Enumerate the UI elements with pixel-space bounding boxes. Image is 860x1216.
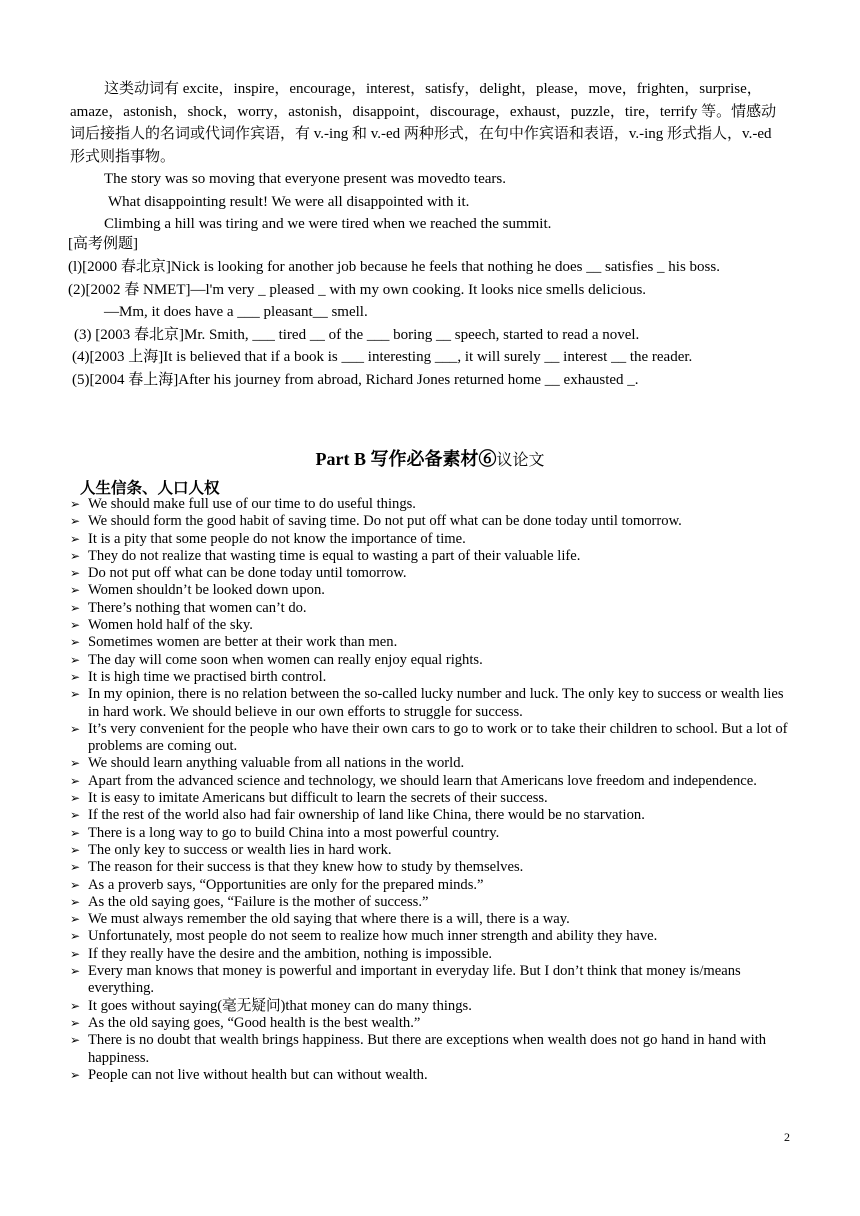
bullet-item: [70, 825, 792, 842]
bullet-item: [70, 1015, 792, 1032]
bullet-item: [70, 807, 792, 824]
part-b-title: Part B 写作必备素材⑥: [315, 449, 497, 469]
bullet-item: [70, 946, 792, 963]
bullet-text: As the old saying goes, “Good health is the best wealth.”: [88, 1014, 421, 1031]
intro-section: [70, 78, 790, 236]
arrow-bullet-icon: ➢: [70, 721, 81, 736]
bullet-text: If they really have the desire and the ambition, nothing is impossible.: [88, 945, 493, 962]
example-sentence: The story was so moving that everyone present was movedto tears.: [104, 171, 506, 187]
bullet-item: [70, 652, 792, 669]
part-b-subtitle: 议论文: [496, 452, 545, 469]
bullet-text: The reason for their success is that they knew how to study by themselves.: [88, 859, 524, 876]
bullet-text: Every man knows that money is powerful and important in everyday life. But I don’t think that money is/means everything.: [88, 963, 741, 997]
bullet-item: [70, 894, 792, 911]
bullet-text: We should make full use of our time to do useful things.: [88, 496, 416, 512]
bullet-list: [70, 496, 792, 1084]
arrow-bullet-icon: ➢: [70, 531, 81, 546]
page-number: 2: [784, 1130, 790, 1144]
arrow-bullet-icon: ➢: [70, 946, 81, 961]
bullet-item: [70, 755, 792, 772]
bullet-item: [70, 513, 792, 530]
arrow-bullet-icon: ➢: [70, 998, 81, 1013]
arrow-bullet-icon: ➢: [70, 877, 81, 892]
arrow-bullet-icon: ➢: [70, 635, 81, 650]
arrow-bullet-icon: ➢: [70, 618, 81, 633]
bullet-text: Women hold half of the sky.: [88, 617, 253, 634]
bullet-text: It’s very convenient for the people who have their own cars to go to work or to take their children to school. But a lot of problems are coming out.: [88, 720, 788, 755]
arrow-bullet-icon: ➢: [70, 687, 81, 702]
arrow-bullet-icon: ➢: [70, 1067, 81, 1082]
arrow-bullet-icon: ➢: [70, 669, 81, 684]
bullet-item: [70, 496, 792, 513]
bullet-item: [70, 1032, 792, 1067]
bullet-item: [70, 790, 792, 807]
gaokao-questions: [68, 256, 798, 391]
bullet-item: [70, 998, 792, 1015]
part-b-heading: [0, 447, 860, 473]
bullet-item: [70, 859, 792, 876]
bullet-text: Sometimes women are better at their work than men.: [88, 634, 398, 651]
bullet-text: As a proverb says, “Opportunities are only for the prepared minds.”: [88, 876, 484, 893]
example-sentence: What disappointing result! We were all disappointed with it.: [108, 193, 470, 210]
bullet-item: [70, 877, 792, 894]
arrow-bullet-icon: ➢: [70, 929, 81, 944]
arrow-bullet-icon: ➢: [70, 791, 81, 806]
intro-paragraph: 这类动词有 excite，inspire，encourage，interest，satisfy，delight，please，move，frighten，surprise，amaze，astonish，shock，worry，astonish，disappoint，discourage，exhaust，puzzle，tire，terrify 等。情感动词后接指人的名词或代词作宾语，有 v.-ing 和 v.-ed 两种形式，在句中作宾语和表语，v.-ing 形式指人，v.-ed 形式则指事物。: [70, 81, 777, 165]
bullet-item: [70, 617, 792, 634]
question-item: (3) [2003 春北京]Mr. Smith, ___ tired __ of the ___ boring __ speech, started to read a novel.: [74, 326, 640, 343]
bullet-text: It goes without saying(毫无疑问)that money can do many things.: [88, 997, 472, 1014]
bullet-item: [70, 773, 792, 790]
bullet-item: [70, 634, 792, 651]
arrow-bullet-icon: ➢: [70, 860, 81, 875]
question-item: —Mm, it does have a ___ pleasant__ smell.: [104, 304, 368, 320]
bullet-text: People can not live without health but can without wealth.: [88, 1066, 428, 1083]
bullet-text: In my opinion, there is no relation between the so-called lucky number and luck. The only key to success or wealth lies in hard work. We should believe in our own efforts to struggle for success.: [88, 686, 784, 720]
bullet-text: Apart from the advanced science and technology, we should learn that Americans love freedom and independence.: [88, 772, 757, 789]
bullet-item: [70, 721, 792, 756]
arrow-bullet-icon: ➢: [70, 497, 81, 511]
example-sentence: Climbing a hill was tiring and we were tired when we reached the summit.: [104, 216, 552, 232]
question-item: (2)[2002 春 NMET]—l'm very _ pleased _ with my own cooking. It looks nice smells delicious.: [68, 281, 647, 298]
bullet-text: It is high time we practised birth control.: [88, 668, 327, 685]
bullet-text: There’s nothing that women can’t do.: [88, 599, 307, 616]
arrow-bullet-icon: ➢: [70, 1015, 81, 1030]
bullet-text: We must always remember the old saying that where there is a will, there is a way.: [88, 911, 570, 928]
bullet-text: There is a long way to go to build China into a most powerful country.: [88, 824, 500, 841]
question-item: (l)[2000 春北京]Nick is looking for another job because he feels that nothing he does __ satisfies _ his boss.: [68, 259, 720, 275]
arrow-bullet-icon: ➢: [70, 1033, 81, 1048]
arrow-bullet-icon: ➢: [70, 773, 81, 788]
bullet-text: Unfortunately, most people do not seem to realize how much inner strength and ability they have.: [88, 928, 658, 945]
bullet-item: [70, 963, 792, 998]
arrow-bullet-icon: ➢: [70, 756, 81, 771]
arrow-bullet-icon: ➢: [70, 912, 81, 927]
arrow-bullet-icon: ➢: [70, 964, 81, 979]
arrow-bullet-icon: ➢: [70, 825, 81, 840]
bullet-item: [70, 582, 792, 599]
bullet-text: The only key to success or wealth lies in hard work.: [88, 841, 392, 858]
arrow-bullet-icon: ➢: [70, 894, 81, 909]
bullet-item: [70, 669, 792, 686]
arrow-bullet-icon: ➢: [70, 583, 81, 598]
arrow-bullet-icon: ➢: [70, 600, 81, 615]
bullet-item: [70, 565, 792, 582]
arrow-bullet-icon: ➢: [70, 808, 81, 823]
bullet-item: [70, 911, 792, 928]
arrow-bullet-icon: ➢: [70, 652, 81, 667]
bullet-text: We should form the good habit of saving time. Do not put off what can be done today until tomorrow.: [88, 513, 682, 530]
bullet-item: [70, 686, 792, 721]
bullet-text: It is easy to imitate Americans but difficult to learn the secrets of their success.: [88, 790, 548, 807]
bullet-item: [70, 531, 792, 548]
question-item: (4)[2003 上海]It is believed that if a book is ___ interesting ___, it will surely __ interest __ the reader.: [72, 349, 693, 365]
arrow-bullet-icon: ➢: [70, 842, 81, 857]
bullet-text: It is a pity that some people do not know the importance of time.: [88, 530, 466, 547]
section-heading: 人生信条、人口人权: [80, 479, 220, 497]
bullet-text: As the old saying goes, “Failure is the mother of success.”: [88, 893, 429, 910]
bullet-text: There is no doubt that wealth brings happiness. But there are exceptions when wealth does not go hand in hand with happiness.: [88, 1032, 767, 1066]
bullet-text: Women shouldn’t be looked down upon.: [88, 582, 325, 599]
bullet-item: [70, 600, 792, 617]
arrow-bullet-icon: ➢: [70, 548, 81, 563]
bullet-text: They do not realize that wasting time is equal to wasting a part of their valuable life.: [88, 547, 581, 564]
bullet-text: We should learn anything valuable from all nations in the world.: [88, 755, 465, 772]
arrow-bullet-icon: ➢: [70, 514, 81, 529]
bullet-item: [70, 1067, 792, 1084]
bullet-item: [70, 842, 792, 859]
bullet-text: Do not put off what can be done today until tomorrow.: [88, 565, 407, 582]
bullet-text: The day will come soon when women can really enjoy equal rights.: [88, 651, 483, 668]
bullet-text: If the rest of the world also had fair ownership of land like China, there would be no starvation.: [88, 807, 645, 824]
question-item: (5)[2004 春上海]After his journey from abroad, Richard Jones returned home __ exhausted _.: [72, 371, 639, 388]
bullet-item: [70, 928, 792, 945]
bullet-item: [70, 548, 792, 565]
arrow-bullet-icon: ➢: [70, 566, 81, 581]
gaokao-examples-heading: [高考例题]: [68, 236, 138, 252]
